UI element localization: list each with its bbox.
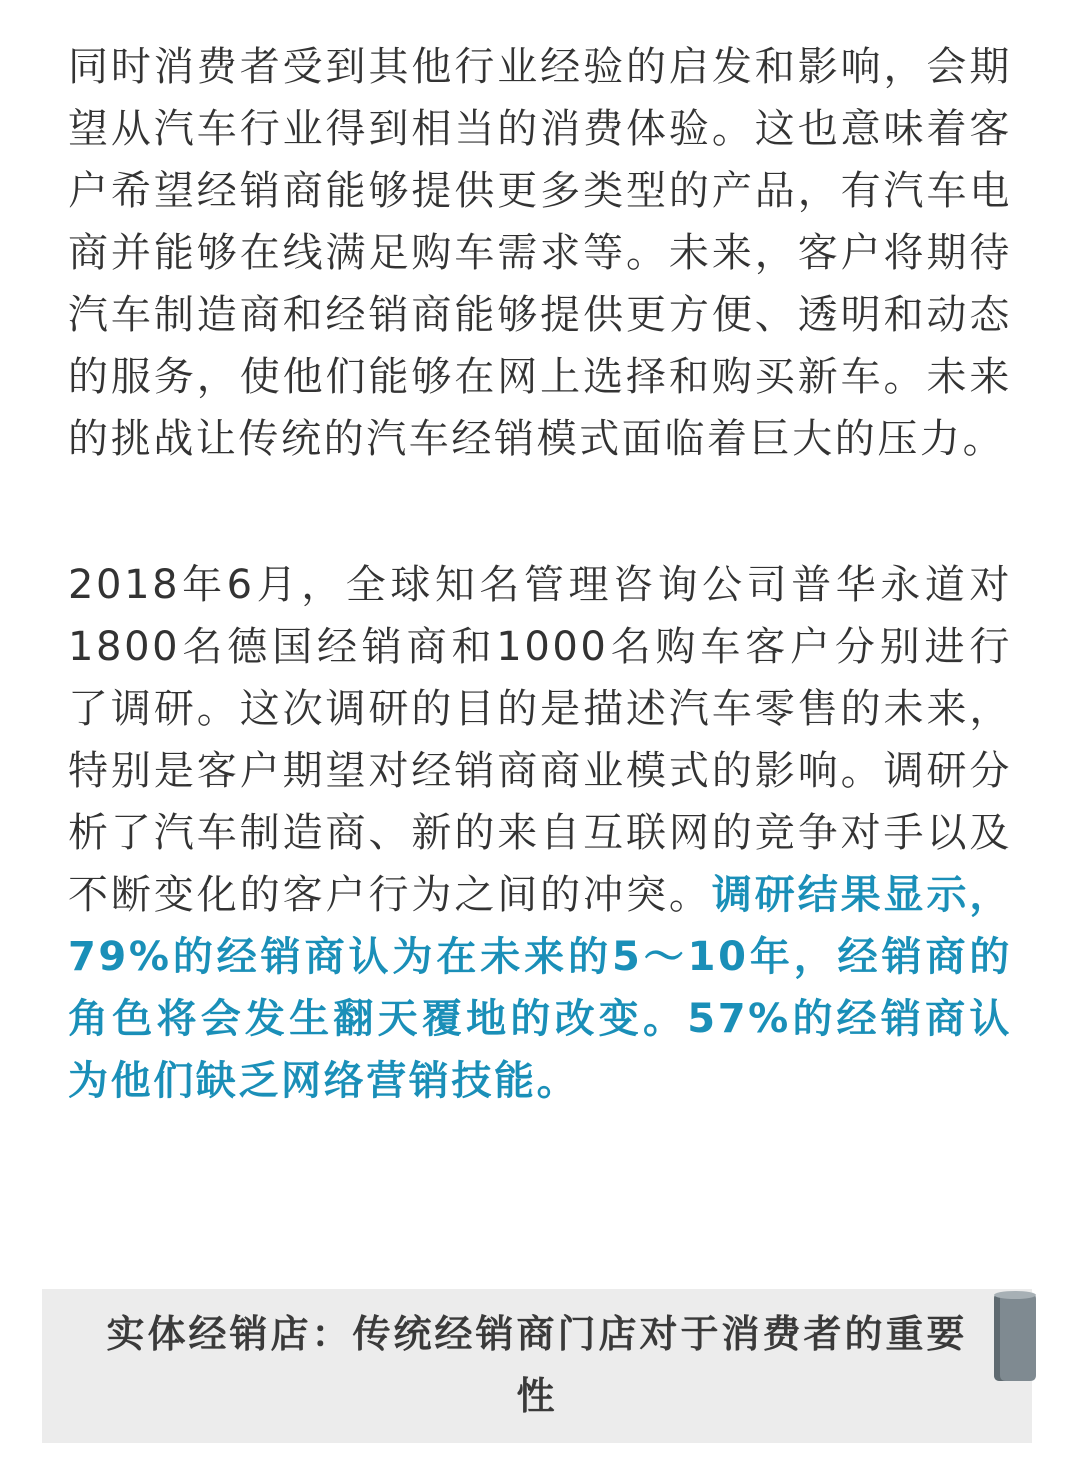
article-body: [68, 36, 1012, 1112]
paragraph-consumer-expectations: 同时消费者受到其他行业经验的启发和影响，会期望从汽车行业得到相当的消费体验。这也意味着客户希望经销商能够提供更多类型的产品，有汽车电商并能够在线满足购车需求等。未来，客户将期待汽车制造商和经销商能够提供更方便、透明和动态的服务，使他们能够在网上选择和购买新车。未来的挑战让传统的汽车经销模式面临着巨大的压力。: [68, 44, 1012, 462]
paragraph-pwc-survey: [68, 554, 1012, 1112]
section-heading-box: [42, 1289, 1032, 1443]
scroll-icon: [992, 1289, 1038, 1385]
survey-results-highlight: 调研结果显示，79%的经销商认为在未来的5～10年，经销商的角色将会发生翻天覆地的改变。57%的经销商认为他们缺乏网络营销技能。: [68, 872, 1013, 1104]
section-title: 实体经销店：传统经销商门店对于消费者的重要性: [106, 1312, 968, 1418]
survey-description: 2018年6月，全球知名管理咨询公司普华永道对1800名德国经销商和1000名购车客户分别进行了调研。这次调研的目的是描述汽车零售的未来，特别是客户期望对经销商商业模式的影响。调研分析了汽车制造商、新的来自互联网的竞争对手以及不断变化的客户行为之间的冲突。: [68, 562, 1012, 918]
